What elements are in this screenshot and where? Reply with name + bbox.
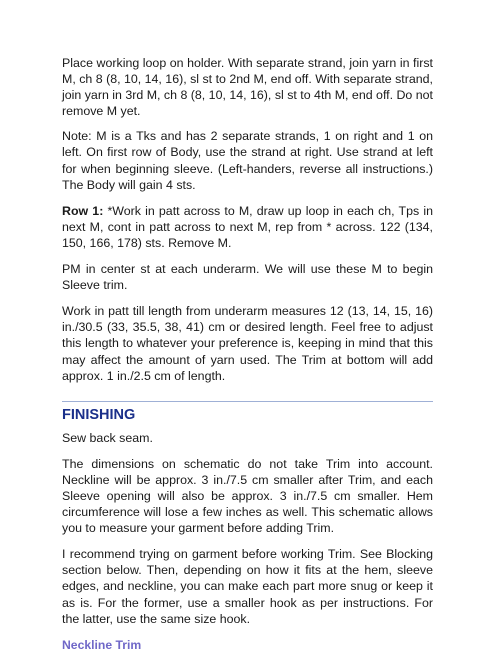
paragraph-row-1: [62, 203, 433, 251]
document-page: [62, 55, 433, 653]
paragraph-recommend: I recommend trying on garment before working Trim. See Blocking section below. Then, depending on how it fits at the hem, sleeve edges, and neckline, you can make each part more snug or keep it as is. For the former, use a smaller hook as per instructions. For the latter, use the same size hook.: [62, 547, 433, 626]
paragraph-holder-instructions: Place working loop on holder. With separate strand, join yarn in first M, ch 8 (8, 10, 14, 16), sl st to 2nd M, end off. With separate strand, join yarn in 3rd M, ch 8 (8, 10, 14, 16), sl st to 4th M, end off. Do not remove M yet.: [62, 56, 433, 119]
row-1-label: Row 1:: [62, 203, 104, 218]
paragraph-sew-seam: Sew back seam.: [62, 430, 153, 445]
paragraph-place-marker: PM in center st at each underarm. We will use these M to begin Sleeve trim.: [62, 262, 433, 293]
neckline-trim-heading: Neckline Trim: [62, 637, 142, 652]
section-divider: [62, 401, 433, 402]
paragraph-work-length: Work in patt till length from underarm measures 12 (13, 14, 15, 16) in./30.5 (33, 35.5, 38, 41) cm or desired length. Feel free to adjust this length to whatever your preference is, keeping in mind that this may affect the amount of yarn used. The Trim at bottom will add approx. 1 in./2.5 cm of length.: [62, 304, 433, 383]
finishing-heading: FINISHING: [62, 406, 136, 423]
paragraph-note: Note: M is a Tks and has 2 separate strands, 1 on right and 1 on left. On first row of Body, use the strand at right. Use strand at left for when beginning sleeve. (Left-handers, reverse all instructions.) The Body will gain 4 sts.: [62, 129, 433, 192]
paragraph-dimensions: The dimensions on schematic do not take Trim into account. Neckline will be approx. 3 in./7.5 cm smaller after Trim, and each Sleeve opening will also be approx. 3 in./7.5 cm smaller. Hem circumference will lose a few inches as well. This schematic allows you to measure your garment before adding Trim.: [62, 456, 433, 536]
row-1-text: *Work in patt across to M, draw up loop in each ch, Tps in next M, cont in patt across to next M, rep from * across. 122 (134, 150, 166, 178) sts. Remove M.: [62, 203, 433, 250]
